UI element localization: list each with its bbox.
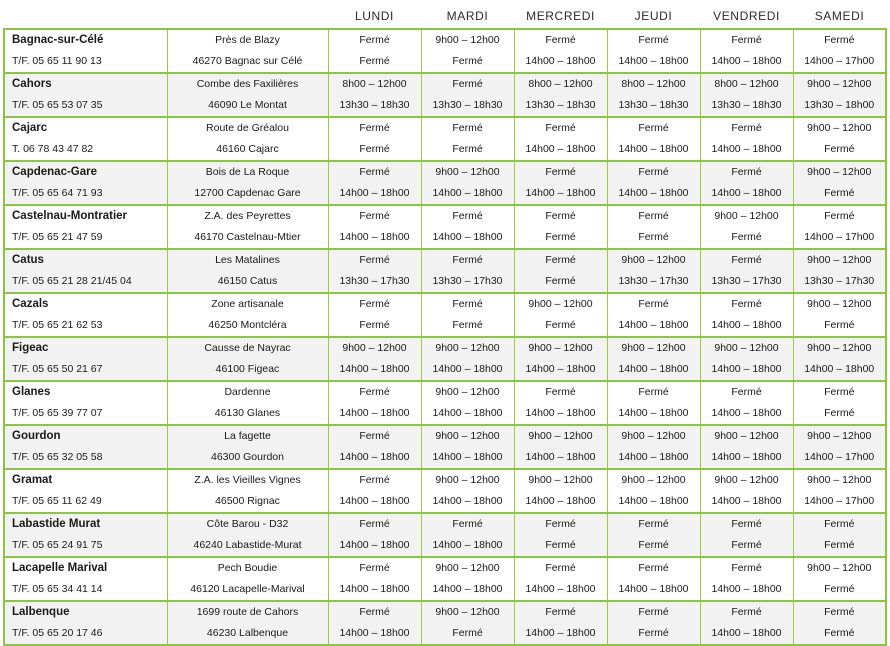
agency-address-line1: Pech Boudie xyxy=(167,557,328,579)
hours-morning: Fermé xyxy=(700,161,793,183)
hours-afternoon: 13h30 – 18h30 xyxy=(514,95,607,117)
hours-morning: Fermé xyxy=(328,469,421,491)
agency-address-line2: 46090 Le Montat xyxy=(167,95,328,117)
agency-phone: T/F. 05 65 50 21 67 xyxy=(4,359,167,381)
table-row xyxy=(4,249,886,271)
hours-afternoon: 14h00 – 18h00 xyxy=(607,183,700,205)
hours-afternoon: 14h00 – 18h00 xyxy=(607,139,700,161)
hours-afternoon: 14h00 – 18h00 xyxy=(421,183,514,205)
agency-address-line1: Près de Blazy xyxy=(167,29,328,51)
table-row xyxy=(4,271,886,293)
hours-morning: 9h00 – 12h00 xyxy=(793,469,886,491)
hours-afternoon: 14h00 – 18h00 xyxy=(793,359,886,381)
agency-address-line2: 46130 Glanes xyxy=(167,403,328,425)
agency-address-line1: Dardenne xyxy=(167,381,328,403)
hours-afternoon: 14h00 – 17h00 xyxy=(793,51,886,73)
hours-afternoon: 14h00 – 17h00 xyxy=(793,447,886,469)
hours-afternoon: 14h00 – 18h00 xyxy=(607,403,700,425)
agency-address-line2: 46170 Castelnau-Mtier xyxy=(167,227,328,249)
hours-morning: 9h00 – 12h00 xyxy=(421,469,514,491)
hours-morning: Fermé xyxy=(793,205,886,227)
agency-name: Lalbenque xyxy=(4,601,167,623)
agency-address-line2: 46100 Figeac xyxy=(167,359,328,381)
hours-morning: Fermé xyxy=(328,161,421,183)
hours-morning: Fermé xyxy=(514,513,607,535)
table-row xyxy=(4,557,886,579)
hours-afternoon: 14h00 – 18h00 xyxy=(514,447,607,469)
hours-afternoon: 14h00 – 18h00 xyxy=(514,359,607,381)
hours-morning: Fermé xyxy=(793,29,886,51)
hours-morning: Fermé xyxy=(421,205,514,227)
hours-afternoon: Fermé xyxy=(514,315,607,337)
hours-morning: 9h00 – 12h00 xyxy=(700,337,793,359)
hours-afternoon: 14h00 – 18h00 xyxy=(328,535,421,557)
table-row xyxy=(4,425,886,447)
hours-afternoon: Fermé xyxy=(700,535,793,557)
hours-afternoon: 14h00 – 18h00 xyxy=(328,579,421,601)
agency-name: Catus xyxy=(4,249,167,271)
hours-morning: Fermé xyxy=(607,205,700,227)
agency-address-line1: Côte Barou - D32 xyxy=(167,513,328,535)
agency-phone: T/F. 05 65 11 62 49 xyxy=(4,491,167,513)
hours-afternoon: 13h30 – 18h30 xyxy=(700,95,793,117)
agency-name: Capdenac-Gare xyxy=(4,161,167,183)
hours-afternoon: 14h00 – 18h00 xyxy=(607,447,700,469)
table-row xyxy=(4,623,886,645)
hours-afternoon: 14h00 – 18h00 xyxy=(700,51,793,73)
header-vendredi: VENDREDI xyxy=(713,9,780,23)
agency-name: Labastide Murat xyxy=(4,513,167,535)
hours-morning: Fermé xyxy=(793,381,886,403)
hours-morning: Fermé xyxy=(607,293,700,315)
hours-morning: 9h00 – 12h00 xyxy=(421,425,514,447)
hours-morning: 9h00 – 12h00 xyxy=(421,337,514,359)
hours-afternoon: 13h30 – 18h30 xyxy=(328,95,421,117)
hours-afternoon: Fermé xyxy=(793,535,886,557)
hours-morning: Fermé xyxy=(328,601,421,623)
hours-afternoon: 14h00 – 18h00 xyxy=(421,359,514,381)
hours-morning: 8h00 – 12h00 xyxy=(514,73,607,95)
table-row xyxy=(4,293,886,315)
hours-afternoon: Fermé xyxy=(328,315,421,337)
hours-morning: Fermé xyxy=(328,117,421,139)
agency-address-line2: 46300 Gourdon xyxy=(167,447,328,469)
hours-morning: Fermé xyxy=(421,293,514,315)
agency-name: Bagnac-sur-Célé xyxy=(4,29,167,51)
agency-phone: T/F. 05 65 64 71 93 xyxy=(4,183,167,205)
hours-morning: Fermé xyxy=(700,117,793,139)
hours-morning: 9h00 – 12h00 xyxy=(421,161,514,183)
agency-address-line1: Route de Gréalou xyxy=(167,117,328,139)
agency-phone: T/F. 05 65 11 90 13 xyxy=(4,51,167,73)
table-row xyxy=(4,381,886,403)
hours-afternoon: 14h00 – 18h00 xyxy=(421,227,514,249)
agency-name: Figeac xyxy=(4,337,167,359)
hours-morning: Fermé xyxy=(421,513,514,535)
hours-afternoon: Fermé xyxy=(514,227,607,249)
agency-address-line2: 46120 Lacapelle-Marival xyxy=(167,579,328,601)
hours-afternoon: 14h00 – 18h00 xyxy=(700,447,793,469)
agency-address-line2: 46230 Lalbenque xyxy=(167,623,328,645)
hours-afternoon: Fermé xyxy=(328,139,421,161)
hours-morning: 9h00 – 12h00 xyxy=(793,161,886,183)
hours-afternoon: Fermé xyxy=(328,51,421,73)
table-row xyxy=(4,535,886,557)
hours-morning: Fermé xyxy=(328,513,421,535)
hours-morning: 9h00 – 12h00 xyxy=(421,601,514,623)
agency-phone: T/F. 05 65 32 05 58 xyxy=(4,447,167,469)
hours-afternoon: 14h00 – 18h00 xyxy=(700,403,793,425)
table-row xyxy=(4,227,886,249)
hours-afternoon: 14h00 – 18h00 xyxy=(514,579,607,601)
hours-morning: Fermé xyxy=(793,513,886,535)
agency-name: Gourdon xyxy=(4,425,167,447)
hours-afternoon: Fermé xyxy=(421,623,514,645)
agency-name: Cajarc xyxy=(4,117,167,139)
hours-morning: 9h00 – 12h00 xyxy=(607,337,700,359)
hours-morning: Fermé xyxy=(421,117,514,139)
hours-afternoon: Fermé xyxy=(793,139,886,161)
agency-phone: T/F. 05 65 53 07 35 xyxy=(4,95,167,117)
hours-afternoon: 14h00 – 18h00 xyxy=(328,403,421,425)
hours-morning: Fermé xyxy=(514,601,607,623)
hours-morning: 9h00 – 12h00 xyxy=(793,337,886,359)
hours-morning: Fermé xyxy=(793,601,886,623)
table-row xyxy=(4,359,886,381)
header-mardi: MARDI xyxy=(446,9,489,23)
hours-morning: 9h00 – 12h00 xyxy=(793,73,886,95)
hours-afternoon: 14h00 – 18h00 xyxy=(514,491,607,513)
hours-afternoon: 14h00 – 18h00 xyxy=(607,359,700,381)
table-row xyxy=(4,29,886,51)
agency-name: Lacapelle Marival xyxy=(4,557,167,579)
hours-morning: Fermé xyxy=(328,425,421,447)
hours-morning: Fermé xyxy=(700,249,793,271)
agency-phone: T/F. 05 65 21 28 21/45 04 xyxy=(4,271,167,293)
agency-name: Glanes xyxy=(4,381,167,403)
hours-morning: Fermé xyxy=(421,73,514,95)
header-jeudi: JEUDI xyxy=(634,9,673,23)
hours-morning: Fermé xyxy=(607,117,700,139)
hours-afternoon: 14h00 – 17h00 xyxy=(793,227,886,249)
hours-morning: 9h00 – 12h00 xyxy=(607,249,700,271)
hours-morning: Fermé xyxy=(514,117,607,139)
hours-afternoon: 14h00 – 18h00 xyxy=(700,315,793,337)
agency-name: Cahors xyxy=(4,73,167,95)
table-row xyxy=(4,337,886,359)
table-row xyxy=(4,579,886,601)
hours-morning: 9h00 – 12h00 xyxy=(793,249,886,271)
hours-afternoon: Fermé xyxy=(607,623,700,645)
hours-morning: 9h00 – 12h00 xyxy=(514,337,607,359)
hours-afternoon: 14h00 – 18h00 xyxy=(328,447,421,469)
hours-afternoon: 14h00 – 18h00 xyxy=(328,227,421,249)
opening-hours-sheet xyxy=(0,1,890,639)
table-row xyxy=(4,161,886,183)
header-lundi: LUNDI xyxy=(354,9,394,23)
agency-address-line2: 46500 Rignac xyxy=(167,491,328,513)
hours-morning: Fermé xyxy=(700,601,793,623)
hours-afternoon: Fermé xyxy=(421,139,514,161)
hours-morning: Fermé xyxy=(607,513,700,535)
hours-morning: 9h00 – 12h00 xyxy=(421,557,514,579)
hours-afternoon: 14h00 – 18h00 xyxy=(514,623,607,645)
hours-afternoon: Fermé xyxy=(421,51,514,73)
hours-morning: Fermé xyxy=(700,513,793,535)
hours-morning: Fermé xyxy=(514,381,607,403)
hours-afternoon: Fermé xyxy=(793,403,886,425)
hours-afternoon: 14h00 – 18h00 xyxy=(700,183,793,205)
hours-morning: Fermé xyxy=(607,381,700,403)
table-row xyxy=(4,117,886,139)
hours-morning: 9h00 – 12h00 xyxy=(607,425,700,447)
hours-afternoon: 14h00 – 18h00 xyxy=(421,535,514,557)
agency-name: Cazals xyxy=(4,293,167,315)
agency-address-line1: Zone artisanale xyxy=(167,293,328,315)
hours-afternoon: 13h30 – 17h30 xyxy=(700,271,793,293)
hours-morning: 9h00 – 12h00 xyxy=(700,205,793,227)
hours-morning: 9h00 – 12h00 xyxy=(793,425,886,447)
agency-phone: T. 06 78 43 47 82 xyxy=(4,139,167,161)
hours-afternoon: Fermé xyxy=(607,227,700,249)
hours-afternoon: 14h00 – 18h00 xyxy=(607,51,700,73)
hours-morning: Fermé xyxy=(700,293,793,315)
hours-afternoon: 13h30 – 18h00 xyxy=(793,95,886,117)
table-row xyxy=(4,491,886,513)
header-row xyxy=(4,1,886,29)
hours-afternoon: 14h00 – 18h00 xyxy=(607,491,700,513)
hours-morning: 9h00 – 12h00 xyxy=(514,425,607,447)
hours-morning: 8h00 – 12h00 xyxy=(607,73,700,95)
table-row xyxy=(4,139,886,161)
agency-address-line1: 1699 route de Cahors xyxy=(167,601,328,623)
agency-address-line2: 46270 Bagnac sur Célé xyxy=(167,51,328,73)
hours-afternoon: 14h00 – 18h00 xyxy=(607,579,700,601)
hours-morning: Fermé xyxy=(607,29,700,51)
hours-morning: Fermé xyxy=(514,205,607,227)
hours-afternoon: Fermé xyxy=(793,623,886,645)
hours-afternoon: 14h00 – 18h00 xyxy=(700,579,793,601)
agency-address-line2: 46160 Cajarc xyxy=(167,139,328,161)
hours-afternoon: 14h00 – 18h00 xyxy=(421,579,514,601)
table-row xyxy=(4,315,886,337)
hours-afternoon: 14h00 – 18h00 xyxy=(421,447,514,469)
hours-afternoon: Fermé xyxy=(700,227,793,249)
agency-address-line1: Causse de Nayrac xyxy=(167,337,328,359)
header-address xyxy=(167,1,328,29)
hours-afternoon: 13h30 – 18h30 xyxy=(607,95,700,117)
hours-morning: Fermé xyxy=(328,557,421,579)
table-header xyxy=(4,1,886,29)
table-row xyxy=(4,513,886,535)
hours-afternoon: 13h30 – 17h30 xyxy=(793,271,886,293)
hours-morning: Fermé xyxy=(328,381,421,403)
agency-name: Gramat xyxy=(4,469,167,491)
hours-afternoon: 14h00 – 18h00 xyxy=(328,623,421,645)
hours-morning: Fermé xyxy=(607,557,700,579)
hours-afternoon: Fermé xyxy=(514,271,607,293)
hours-afternoon: Fermé xyxy=(793,579,886,601)
table-row xyxy=(4,447,886,469)
hours-morning: 9h00 – 12h00 xyxy=(607,469,700,491)
header-agency xyxy=(4,1,167,29)
hours-afternoon: Fermé xyxy=(793,315,886,337)
hours-afternoon: Fermé xyxy=(421,315,514,337)
hours-afternoon: 13h30 – 17h30 xyxy=(607,271,700,293)
hours-morning: Fermé xyxy=(700,381,793,403)
agency-address-line2: 46250 Montcléra xyxy=(167,315,328,337)
hours-morning: Fermé xyxy=(421,249,514,271)
agency-name: Castelnau-Montratier xyxy=(4,205,167,227)
table-row xyxy=(4,51,886,73)
hours-morning: 9h00 – 12h00 xyxy=(700,425,793,447)
agency-phone: T/F. 05 65 20 17 46 xyxy=(4,623,167,645)
hours-afternoon: 14h00 – 18h00 xyxy=(514,403,607,425)
hours-morning: 9h00 – 12h00 xyxy=(793,293,886,315)
header-mercredi: MERCREDI xyxy=(526,9,595,23)
hours-morning: Fermé xyxy=(700,557,793,579)
hours-afternoon: 14h00 – 18h00 xyxy=(700,623,793,645)
hours-morning: 8h00 – 12h00 xyxy=(328,73,421,95)
hours-afternoon: 14h00 – 18h00 xyxy=(607,315,700,337)
hours-morning: Fermé xyxy=(514,249,607,271)
agency-address-line2: 46150 Catus xyxy=(167,271,328,293)
agency-phone: T/F. 05 65 34 41 14 xyxy=(4,579,167,601)
agency-address-line1: Les Matalines xyxy=(167,249,328,271)
hours-afternoon: 14h00 – 18h00 xyxy=(514,51,607,73)
agency-phone: T/F. 05 65 21 47 59 xyxy=(4,227,167,249)
hours-afternoon: 14h00 – 17h00 xyxy=(793,491,886,513)
table-body xyxy=(4,29,886,645)
hours-morning: Fermé xyxy=(328,293,421,315)
hours-afternoon: 13h30 – 18h30 xyxy=(421,95,514,117)
hours-afternoon: 13h30 – 17h30 xyxy=(421,271,514,293)
hours-morning: 9h00 – 12h00 xyxy=(421,29,514,51)
hours-morning: 8h00 – 12h00 xyxy=(700,73,793,95)
hours-morning: 9h00 – 12h00 xyxy=(514,469,607,491)
hours-morning: Fermé xyxy=(607,161,700,183)
hours-afternoon: Fermé xyxy=(607,535,700,557)
hours-morning: 9h00 – 12h00 xyxy=(328,337,421,359)
agency-address-line1: La fagette xyxy=(167,425,328,447)
hours-morning: 9h00 – 12h00 xyxy=(793,557,886,579)
agency-address-line1: Z.A. des Peyrettes xyxy=(167,205,328,227)
table-row xyxy=(4,469,886,491)
table-row xyxy=(4,403,886,425)
hours-afternoon: 14h00 – 18h00 xyxy=(514,139,607,161)
agency-address-line1: Z.A. les Vieilles Vignes xyxy=(167,469,328,491)
hours-afternoon: 14h00 – 18h00 xyxy=(514,183,607,205)
table-row xyxy=(4,205,886,227)
hours-afternoon: 14h00 – 18h00 xyxy=(421,491,514,513)
hours-afternoon: 14h00 – 18h00 xyxy=(328,491,421,513)
hours-afternoon: 14h00 – 18h00 xyxy=(328,183,421,205)
hours-afternoon: 13h30 – 17h30 xyxy=(328,271,421,293)
agency-address-line1: Combe des Faxilières xyxy=(167,73,328,95)
agency-phone: T/F. 05 65 21 62 53 xyxy=(4,315,167,337)
agency-phone: T/F. 05 65 24 91 75 xyxy=(4,535,167,557)
table-row xyxy=(4,183,886,205)
hours-afternoon: 14h00 – 18h00 xyxy=(328,359,421,381)
table-row xyxy=(4,73,886,95)
agency-phone: T/F. 05 65 39 77 07 xyxy=(4,403,167,425)
hours-morning: 9h00 – 12h00 xyxy=(421,381,514,403)
hours-afternoon: 14h00 – 18h00 xyxy=(421,403,514,425)
hours-afternoon: 14h00 – 18h00 xyxy=(700,139,793,161)
hours-morning: Fermé xyxy=(514,161,607,183)
hours-afternoon: 14h00 – 18h00 xyxy=(700,491,793,513)
hours-morning: Fermé xyxy=(700,29,793,51)
hours-afternoon: 14h00 – 18h00 xyxy=(700,359,793,381)
hours-morning: 9h00 – 12h00 xyxy=(793,117,886,139)
hours-morning: 9h00 – 12h00 xyxy=(700,469,793,491)
table-row xyxy=(4,95,886,117)
header-samedi: SAMEDI xyxy=(814,9,865,23)
hours-morning: 9h00 – 12h00 xyxy=(514,293,607,315)
agency-address-line2: 12700 Capdenac Gare xyxy=(167,183,328,205)
table-row xyxy=(4,601,886,623)
hours-morning: Fermé xyxy=(328,249,421,271)
opening-hours-table xyxy=(3,1,887,646)
agency-address-line2: 46240 Labastide-Murat xyxy=(167,535,328,557)
hours-morning: Fermé xyxy=(328,29,421,51)
hours-morning: Fermé xyxy=(514,557,607,579)
hours-morning: Fermé xyxy=(328,205,421,227)
hours-afternoon: Fermé xyxy=(514,535,607,557)
hours-morning: Fermé xyxy=(514,29,607,51)
hours-morning: Fermé xyxy=(607,601,700,623)
hours-afternoon: Fermé xyxy=(793,183,886,205)
agency-address-line1: Bois de La Roque xyxy=(167,161,328,183)
